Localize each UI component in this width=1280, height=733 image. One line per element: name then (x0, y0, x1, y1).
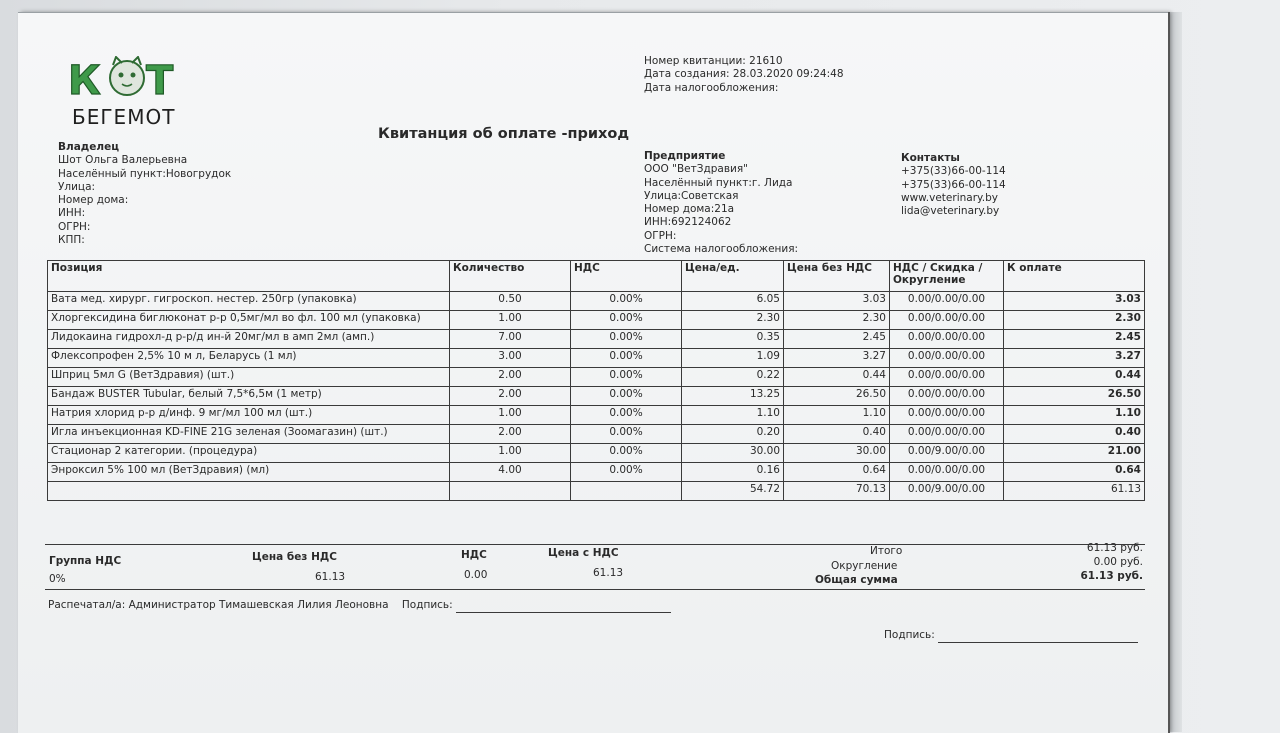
table-cell: Энроксил 5% 100 мл (ВетЗдравия) (мл) (48, 463, 450, 482)
table-cell: Натрия хлорид р-р д/инф. 9 мг/мл 100 мл (шт.) (48, 406, 450, 425)
table-header-row (48, 261, 1145, 292)
owner-line: Номер дома: (58, 194, 129, 207)
company-line: Система налогообложения: (644, 243, 799, 256)
col-header: Количество (450, 261, 571, 292)
total-cell: 61.13 (1004, 482, 1145, 501)
table-cell: 0.00% (571, 444, 682, 463)
svg-text:БЕГЕМОТ: БЕГЕМОТ (72, 105, 176, 129)
itogo-value: 61.13 руб. (1086, 542, 1143, 554)
table-cell: 3.03 (784, 292, 890, 311)
vat-value: 0% (49, 573, 66, 585)
table-cell: 0.64 (784, 463, 890, 482)
table-cell: 3.27 (1004, 349, 1145, 368)
table-cell: 0.00/0.00/0.00 (890, 292, 1004, 311)
vat-value: 61.13 (593, 567, 624, 579)
table-cell: 0.00/0.00/0.00 (890, 425, 1004, 444)
table-cell: 0.64 (1004, 463, 1145, 482)
table-cell: 4.00 (450, 463, 571, 482)
document-title: Квитанция об оплате -приход (378, 126, 630, 142)
col-header: Позиция (48, 261, 450, 292)
table-cell: 0.00% (571, 330, 682, 349)
table-cell: 2.30 (682, 311, 784, 330)
table-cell: 1.00 (450, 444, 571, 463)
receipt-meta (644, 55, 844, 95)
vat-value: 61.13 (315, 571, 346, 583)
table-cell: 1.00 (450, 311, 571, 330)
table-row (48, 292, 1145, 311)
printed-by-text: Распечатал/а: Администратор Тимашевская Лилия Леоновна (48, 599, 389, 611)
table-cell: 0.00/0.00/0.00 (890, 368, 1004, 387)
table-cell: 0.00% (571, 387, 682, 406)
table-cell: 0.20 (682, 425, 784, 444)
col-header: НДС / Скидка / Округление (890, 261, 1004, 292)
table-cell: 1.10 (682, 406, 784, 425)
total-cell: 54.72 (682, 482, 784, 501)
total-label: Общая сумма (815, 574, 898, 586)
owner-line: ОГРН: (58, 220, 91, 233)
table-cell: 1.09 (682, 349, 784, 368)
table-cell: 0.35 (682, 330, 784, 349)
table-cell: 2.30 (1004, 311, 1145, 330)
table-row (48, 387, 1145, 406)
table-cell: 2.00 (450, 368, 571, 387)
table-cell: 0.16 (682, 463, 784, 482)
company-line: Населённый пункт:г. Лида (644, 176, 793, 189)
table-cell: 0.00/0.00/0.00 (890, 406, 1004, 425)
table-cell: 26.50 (784, 387, 890, 406)
table-row (48, 368, 1145, 387)
table-cell: Флексопрофен 2,5% 10 м л, Беларусь (1 мл) (48, 349, 450, 368)
owner-line: Населённый пункт:Новогрудок (58, 167, 232, 180)
table-cell: 3.03 (1004, 292, 1145, 311)
kot-begemot-logo (66, 56, 198, 130)
svg-text:К: К (68, 58, 101, 104)
table-cell: 0.00% (571, 368, 682, 387)
table-row (48, 425, 1145, 444)
table-row (48, 444, 1145, 463)
table-cell: 26.50 (1004, 387, 1145, 406)
round-label: Округление (831, 560, 898, 572)
owner-heading: Владелец (58, 141, 119, 153)
contact-email: lida@veterinary.by (901, 205, 1000, 218)
contact-phone: +375(33)66-00-114 (901, 178, 1006, 191)
table-cell: Вата мед. хирург. гигроскоп. нестер. 250гр (упаковка) (48, 292, 450, 311)
table-cell: Шприц 5мл G (ВетЗдравия) (шт.) (48, 368, 450, 387)
table-cell: 0.00% (571, 292, 682, 311)
signature-line (456, 599, 671, 613)
table-cell: 0.00% (571, 349, 682, 368)
table-cell: 0.00/0.00/0.00 (890, 349, 1004, 368)
receipt-number: Номер квитанции: 21610 (644, 55, 783, 67)
table-cell: 0.40 (784, 425, 890, 444)
round-value: 0.00 руб. (1093, 556, 1143, 568)
col-header: Цена/ед. (682, 261, 784, 292)
table-cell: Игла инъекционная KD-FINE 21G зеленая (Зоомагазин) (шт.) (48, 425, 450, 444)
company-line: ОГРН: (644, 229, 677, 242)
table-cell: 1.10 (1004, 406, 1145, 425)
table-cell: 2.45 (1004, 330, 1145, 349)
table-cell: 0.00% (571, 463, 682, 482)
table-row (48, 463, 1145, 482)
owner-line: ИНН: (58, 207, 86, 220)
table-cell: 2.00 (450, 387, 571, 406)
table-cell: 2.30 (784, 311, 890, 330)
col-header: К оплате (1004, 261, 1145, 292)
table-cell: 0.00/0.00/0.00 (890, 463, 1004, 482)
vat-value: 0.00 (464, 569, 488, 581)
vat-header: Цена с НДС (548, 547, 619, 559)
owner-line: Шот Ольга Валерьевна (58, 154, 188, 167)
table-cell: 0.50 (450, 292, 571, 311)
signature-label: Подпись: (401, 599, 453, 611)
table-cell: 0.00% (571, 311, 682, 330)
printed-by (48, 599, 671, 613)
table-cell: 1.00 (450, 406, 571, 425)
table-cell: 7.00 (450, 330, 571, 349)
table-cell: Бандаж BUSTER Tubular, белый 7,5*6,5м (1 метр) (48, 387, 450, 406)
table-cell: 0.00/0.00/0.00 (890, 311, 1004, 330)
signature-label: Подпись: (884, 629, 935, 641)
table-cell: 0.00/0.00/0.00 (890, 330, 1004, 349)
signature-block (884, 629, 1138, 643)
company-heading: Предприятие (644, 150, 726, 162)
vat-header: НДС (461, 549, 487, 561)
table-cell: 0.44 (1004, 368, 1145, 387)
table-cell: 6.05 (682, 292, 784, 311)
company-line: Номер дома:21а (644, 203, 735, 216)
table-cell: 30.00 (682, 444, 784, 463)
created-date: Дата создания: 28.03.2020 09:24:48 (644, 68, 844, 81)
table-cell: 0.00% (571, 406, 682, 425)
table-row (48, 311, 1145, 330)
table-cell: 0.44 (784, 368, 890, 387)
table-cell: 21.00 (1004, 444, 1145, 463)
company-line: ООО "ВетЗдравия" (644, 163, 748, 176)
table-cell: 1.10 (784, 406, 890, 425)
total-value: 61.13 руб. (1080, 570, 1143, 582)
owner-line: КПП: (58, 234, 85, 247)
contact-phone: +375(33)66-00-114 (901, 165, 1006, 178)
table-cell: Стационар 2 категории. (процедура) (48, 444, 450, 463)
contacts-block (901, 152, 1006, 218)
screen-bezel (1170, 12, 1182, 732)
total-cell: 0.00/9.00/0.00 (890, 482, 1004, 501)
itogo-label: Итого (870, 545, 903, 557)
col-header: Цена без НДС (784, 261, 890, 292)
tax-date: Дата налогообложения: (644, 81, 779, 94)
col-header: НДС (571, 261, 682, 292)
signature-line (938, 629, 1138, 643)
table-cell: 13.25 (682, 387, 784, 406)
contact-website: www.veterinary.by (901, 191, 998, 204)
table-cell: 0.00/9.00/0.00 (890, 444, 1004, 463)
vat-header: Группа НДС (49, 555, 122, 567)
cat-logo-icon (66, 56, 198, 130)
table-cell: 30.00 (784, 444, 890, 463)
table-cell: 3.00 (450, 349, 571, 368)
table-row (48, 406, 1145, 425)
table-row (48, 330, 1145, 349)
table-cell: 2.45 (784, 330, 890, 349)
table-cell: 2.00 (450, 425, 571, 444)
table-row (48, 349, 1145, 368)
table-cell: 3.27 (784, 349, 890, 368)
table-cell: Лидокаина гидрохл-д р-р/д ин-й 20мг/мл в амп 2мл (амп.) (48, 330, 450, 349)
vat-header: Цена без НДС (252, 551, 337, 563)
totals-row (48, 482, 1145, 501)
table-cell: 0.00/0.00/0.00 (890, 387, 1004, 406)
items-table (47, 260, 1145, 501)
owner-line: Улица: (58, 180, 96, 193)
svg-text:Т: Т (146, 58, 174, 104)
contacts-heading: Контакты (901, 152, 960, 164)
owner-block (58, 141, 231, 247)
table-cell: Хлоргексидина биглюконат р-р 0,5мг/мл во фл. 100 мл (упаковка) (48, 311, 450, 330)
company-line: ИНН:692124062 (644, 216, 732, 229)
total-cell: 70.13 (784, 482, 890, 501)
company-block (644, 150, 798, 256)
table-cell: 0.22 (682, 368, 784, 387)
company-line: Улица:Советская (644, 189, 739, 202)
table-cell: 0.40 (1004, 425, 1145, 444)
table-cell: 0.00% (571, 425, 682, 444)
